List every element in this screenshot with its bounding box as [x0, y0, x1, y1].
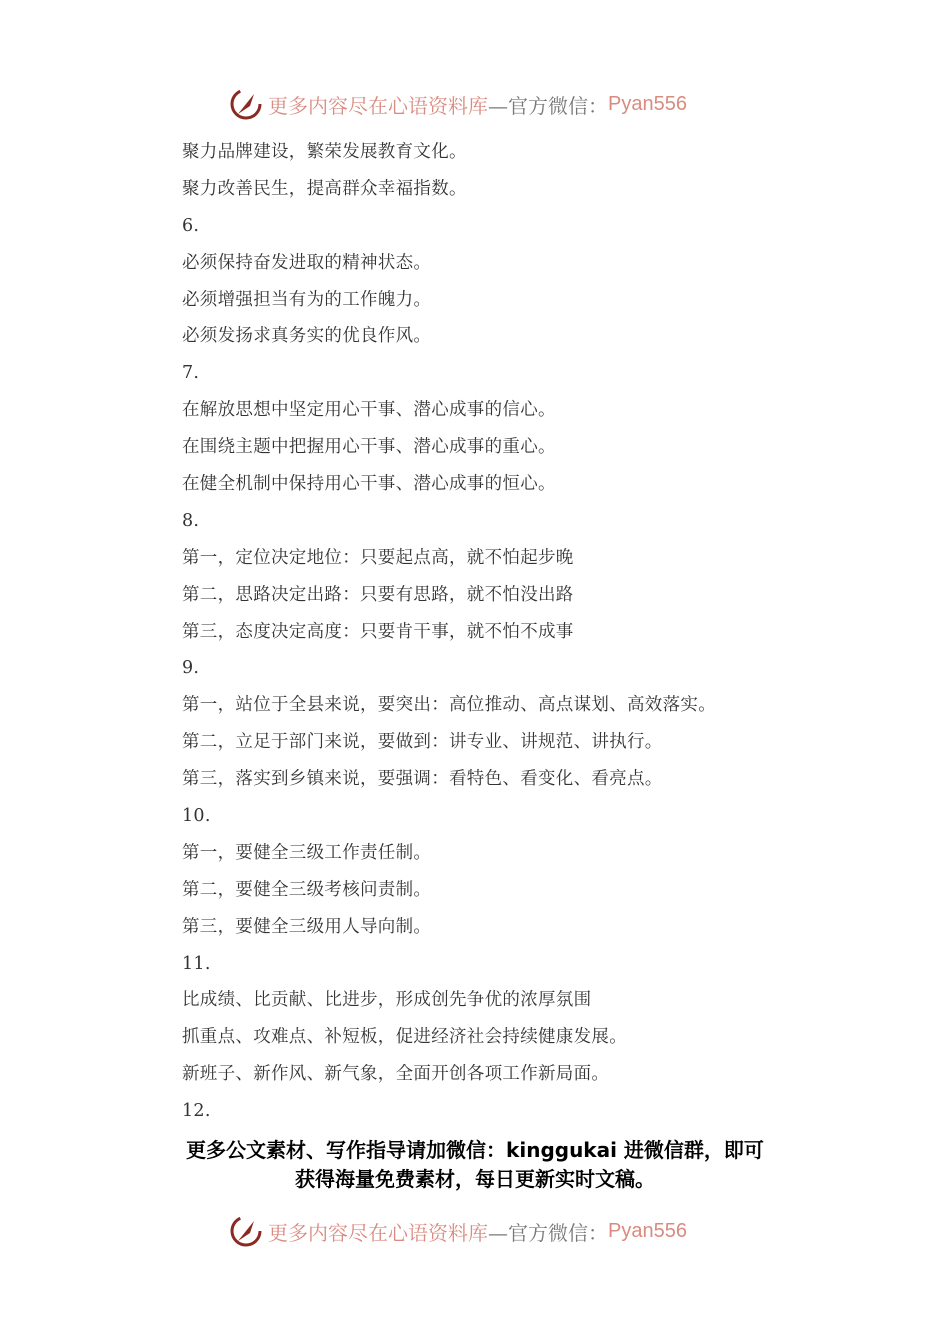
text-line: 第一，定位决定地位：只要起点高，就不怕起步晚: [182, 547, 574, 568]
text-line: 第二，立足于部门来说，要做到：讲专业、讲规范、讲执行。: [182, 732, 663, 753]
section-number: 11.: [182, 953, 211, 974]
footer-watermark-banner: [228, 1211, 687, 1251]
banner-dash-text: —官方微信：: [488, 93, 608, 118]
section-number: 8.: [182, 510, 200, 531]
quill-logo-icon: [228, 86, 264, 122]
text-line: 第二，要健全三级考核问责制。: [182, 879, 432, 900]
text-line: 第三，态度决定高度：只要肯干事，就不怕不成事: [182, 621, 574, 642]
banner-site-text: 更多内容尽在心语资料库: [268, 93, 488, 118]
section-number: 7.: [182, 363, 200, 384]
section-number: 6.: [182, 215, 200, 236]
text-line: 第二，思路决定出路：只要有思路，就不怕没出路: [182, 584, 574, 605]
header-watermark-banner: [228, 84, 687, 124]
text-line: 第一，站位于全县来说，要突出：高位推动、高点谋划、高效落实。: [182, 695, 716, 716]
promo-line-1: 更多公文素材、写作指导请加微信：kinggukai 进微信群，即可: [186, 1138, 764, 1162]
text-line: 聚力品牌建设，繁荣发展教育文化。: [182, 142, 467, 162]
text-line: 必须发扬求真务实的优良作风。: [182, 326, 432, 347]
text-line: 比成绩、比贡献、比进步，形成创先争优的浓厚氛围: [182, 990, 592, 1011]
text-line: 必须增强担当有为的工作魄力。: [182, 289, 432, 310]
text-line: 第三，落实到乡镇来说，要强调：看特色、看变化、看亮点。: [182, 769, 663, 790]
text-line: 抓重点、攻难点、补短板，促进经济社会持续健康发展。: [182, 1027, 627, 1048]
quill-logo-icon: [228, 1213, 264, 1249]
banner-wechat-id: Pyan556: [608, 1219, 687, 1242]
promo-notice: [0, 1136, 950, 1194]
promo-line-2: 获得海量免费素材，每日更新实时文稿。: [295, 1167, 655, 1191]
text-line: 第三，要健全三级用人导向制。: [182, 916, 432, 937]
section-number: 9.: [182, 658, 200, 679]
text-line: 聚力改善民生，提高群众幸福指数。: [182, 178, 467, 199]
text-line: 第一，要健全三级工作责任制。: [182, 842, 432, 863]
text-line: 新班子、新作风、新气象，全面开创各项工作新局面。: [182, 1064, 610, 1085]
banner-dash-text: —官方微信：: [488, 1220, 608, 1245]
document-body: [182, 139, 716, 1135]
text-line: 在围绕主题中把握用心干事、潜心成事的重心。: [182, 437, 556, 458]
section-number: 12.: [182, 1101, 211, 1122]
banner-site-text: 更多内容尽在心语资料库: [268, 1220, 488, 1245]
text-line: 必须保持奋发进取的精神状态。: [182, 252, 432, 273]
banner-wechat-id: Pyan556: [608, 92, 687, 115]
text-line: 在健全机制中保持用心干事、潜心成事的恒心。: [182, 474, 556, 495]
text-line: 在解放思想中坚定用心干事、潜心成事的信心。: [182, 400, 556, 421]
section-number: 10.: [182, 806, 211, 827]
